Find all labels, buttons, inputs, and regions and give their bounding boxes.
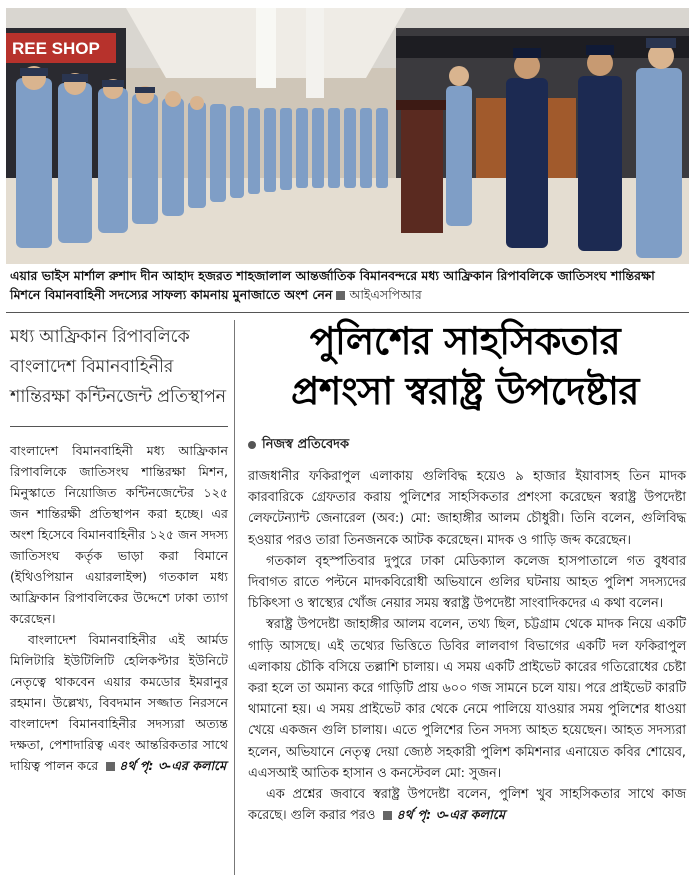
side-paragraph: বাংলাদেশ বিমানবাহিনী মধ্য আফ্রিকান রিপাবলিকে জাতিসংঘ শান্তিরক্ষা মিশন, মিনুস্কাতে নিয়োজিত কন্টিনজেন্টের ১২৫ জন শান্তিরক্ষী প্রতিস্থাপন করা হচ্ছে। এর অংশ হিসেবে বিমানবাহিনীর ১২৫ জন সদস্য জাতিসংঘ কর্তৃক ভাড়া করা বিমানে (ইথিওপিয়ান এয়ারলাইন্স) গতকাল মধ্য আফ্রিকান রিপাবলিকের উদ্দেশে ঢাকা ত্যাগ করেছেন।: [10, 443, 228, 626]
side-paragraph-text: বাংলাদেশ বিমানবাহিনীর এই আর্মড মিলিটারি ইউটিলিটি হেলিকপ্টার ইউনিটে নেতৃত্বে থাকবেন এয়ার কমডোর ইমরানুর রহমান। উল্লেখ্য, বিবদমান সজ্জাত নিরসনে বাংলাদেশ বিমানবাহিনীর সদস্যরা অত্যন্ত দক্ষতা, পেশাদারিত্ব এবং আন্তরিকতার সাথে দায়িত্ব পালন করে: [10, 632, 228, 773]
headline-line-2: প্রশংসা স্বরাষ্ট্র উপদেষ্টার: [291, 369, 639, 413]
continuation-square-icon: [106, 762, 115, 771]
main-article-body: [248, 466, 686, 876]
photo-caption: [10, 266, 685, 308]
side-paragraph: [10, 629, 228, 776]
photo-credit: আইএসপিআর: [349, 287, 422, 302]
main-paragraph-text: এক প্রশ্নের জবাবে স্বরাষ্ট্র উপদেষ্টা বলেন, পুলিশ খুব সাহসিকতার সাথে কাজ করেছে। গুলি করার পরও: [248, 787, 686, 824]
main-continuation: ৪র্থ পৃ: ৩-এর কলামে: [396, 808, 505, 824]
main-article-headline: [242, 316, 688, 426]
side-article-headline: মধ্য আফ্রিকান রিপাবলিকে বাংলাদেশ বিমানবাহিনীর শান্তিরক্ষা কন্টিনজেন্ট প্রতিস্থাপন: [10, 327, 226, 407]
byline-text: নিজস্ব প্রতিবেদক: [262, 437, 350, 452]
byline: [248, 436, 548, 454]
section-divider: [6, 312, 689, 313]
side-headline-divider: [10, 426, 228, 427]
caption-text: এয়ার ভাইস মার্শাল রুশাদ দীন আহাদ হজরত শাহজালাল আন্তর্জাতিক বিমানবন্দরে মধ্য আফ্রিকান রিপাবলিকে জাতিসংঘ শান্তিরক্ষা মিশনে বিমানবাহিনী সদস্যের সাফল্য কামনায় মুনাজাতে অংশ নেন: [10, 268, 655, 302]
bullet-icon: [248, 441, 256, 449]
headline-line-1: পুলিশের সাহসিকতার: [309, 319, 621, 363]
photo-illustration: [6, 8, 689, 264]
column-divider: [234, 320, 235, 875]
side-article-body: [10, 440, 228, 870]
main-paragraph: রাজধানীর ফকিরাপুল এলাকায় গুলিবিদ্ধ হয়েও ৯ হাজার ইয়াবাসহ তিন মাদক কারবারিকে গ্রেফতার করায় পুলিশের সাহসিকতার প্রশংসা করেছেন স্বরাষ্ট্র উপদেষ্টা লেফটেন্যান্ট জেনারেল (অব:) মো: জাহাঙ্গীর আলম চৌধুরী। তিনি বলেন, গুলিবিদ্ধ হওয়ার পরও তারা তিনজনকে আটক করেছেন। মাদক ও গাড়ি জব্দ করেছেন।: [248, 469, 686, 548]
main-paragraph: গতকাল বৃহস্পতিবার দুপুরে ঢাকা মেডিক্যাল কলেজ হাসপাতালে গত বুধবার দিবাগত রাতে পল্টনে মাদকবিরোধী অভিযানে গুলির ঘটনায় আহত পুলিশ সদস্যদের চিকিৎসা ও স্বাস্থ্যের খোঁজ নেয়ার সময় স্বরাষ্ট্র উপদেষ্টা সাংবাদিকদের এ কথা বলেন।: [248, 553, 686, 612]
main-paragraph: [248, 784, 686, 826]
continuation-square-icon: [383, 811, 392, 820]
main-paragraph: স্বরাষ্ট্র উপদেষ্টা জাহাঙ্গীর আলম বলেন, তথ্য ছিল, চট্টগ্রাম থেকে মাদক নিয়ে একটি গাড়ি আসছে। এই তথ্যের ভিত্তিতে ডিবির লালবাগ বিভাগের একটি দল ফকিরাপুল এলাকায় চৌকি বসিয়ে তল্লাশি চালায়। এ সময় একটি প্রাইভেট কারের গতিরোধের চেষ্টা করা হলে তা অমান্য করে গাড়িটি প্রায় ৬০০ গজ সামনে চলে যায়। পরে প্রাইভেট কারটি থামানো হয়। এ সময় প্রাইভেট কার থেকে নেমে পালিয়ে যাওয়ার সময় পুলিশের ধাওয়া খেয়ে একজন গুলি চালায়। এতে পুলিশের তিন সদস্য আহত হয়েছেন। আহত সদস্যরা হলেন, অভিযানে নেতৃত্ব দেয়া জ্যেষ্ঠ সহকারী পুলিশ কমিশনার এনায়েত কবির শোয়েব, এএসআই আতিক হাসান ও কনস্টেবল মো: সুজন।: [248, 617, 686, 781]
news-photo: [6, 8, 689, 264]
credit-square-icon: [336, 291, 345, 300]
shop-sign-text: REE SHOP: [12, 39, 100, 58]
side-continuation: ৪র্থ পৃ: ৩-এর কলামে: [119, 758, 227, 773]
